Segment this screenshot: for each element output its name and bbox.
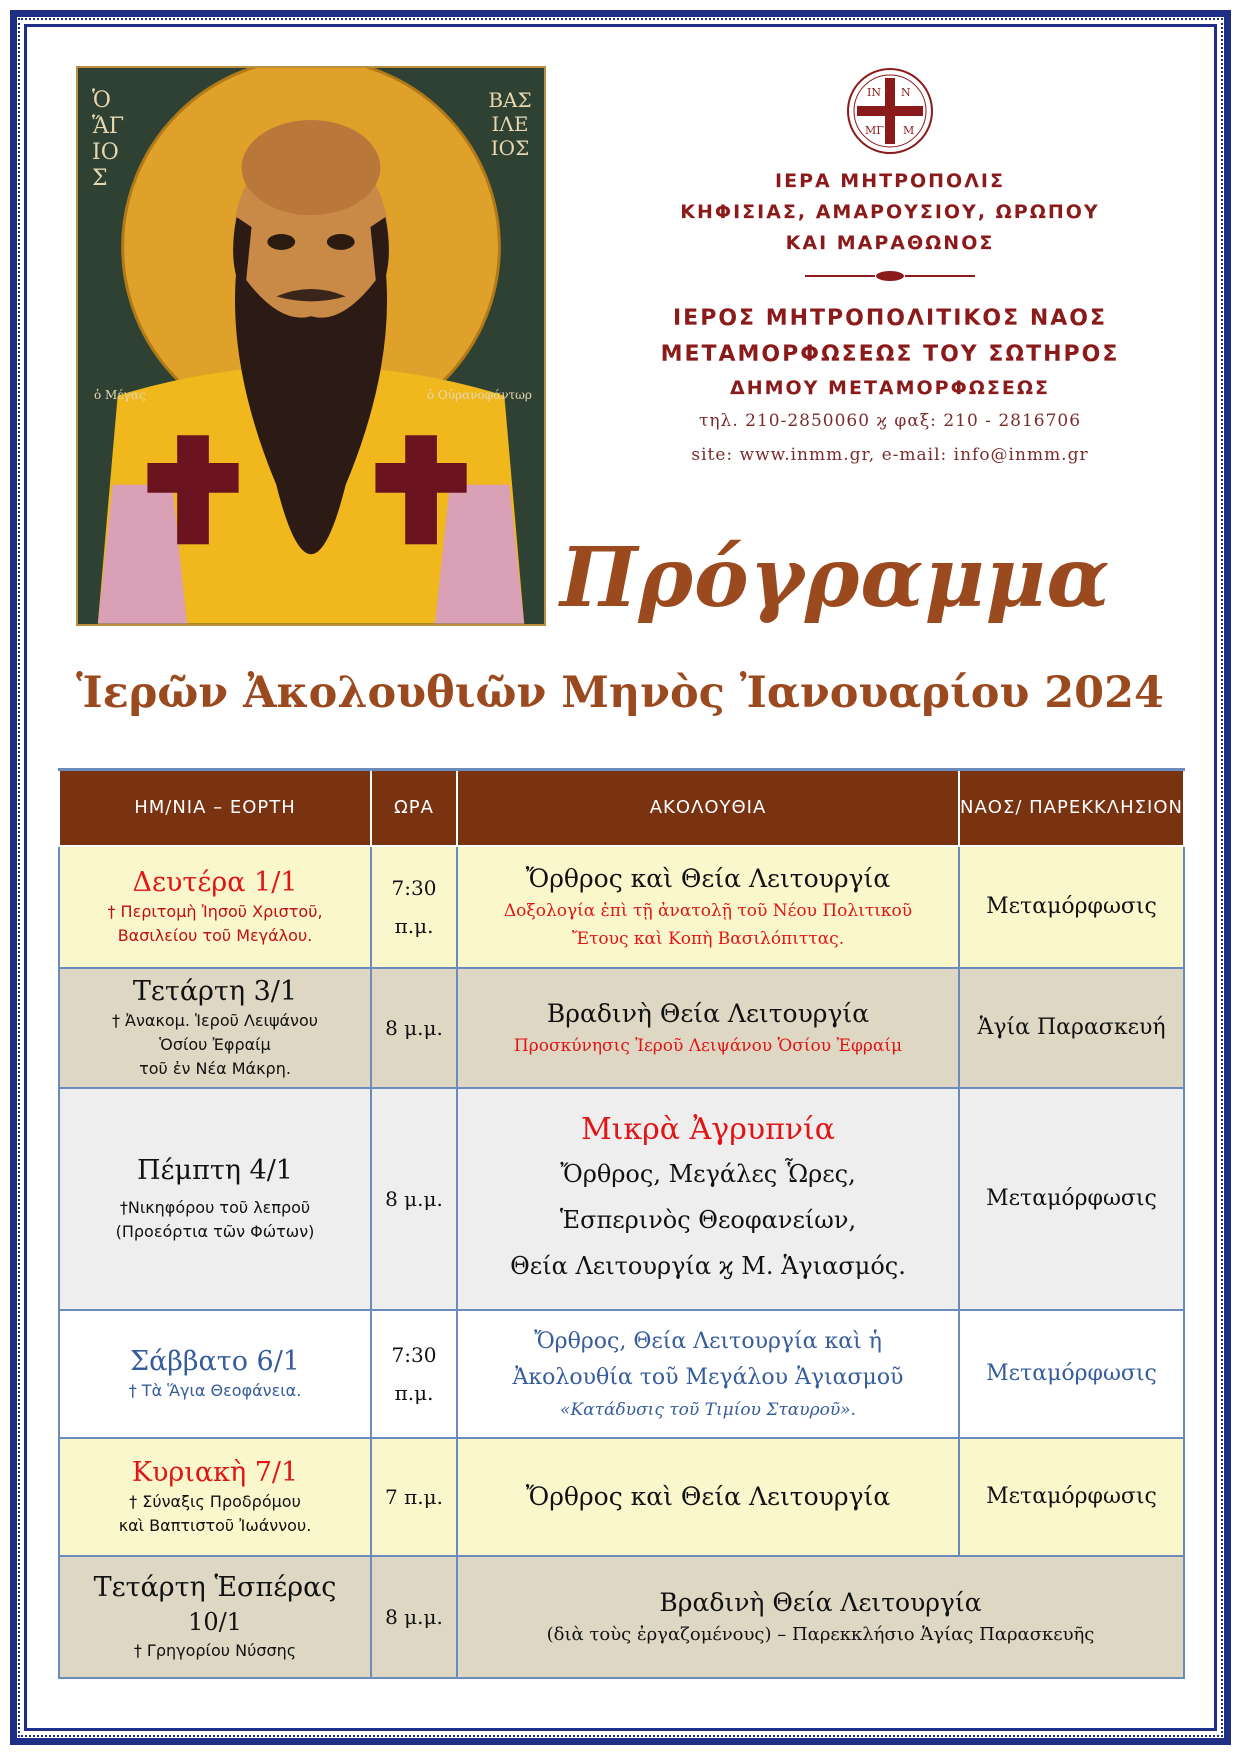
time-value: 8 μ.μ.: [385, 1604, 443, 1629]
service-line: Ὄρθρος, Μεγάλες Ὧρες,: [560, 1159, 856, 1188]
temple-cell: [959, 846, 1184, 968]
feast-line: †Νικηφόρου τοῦ λεπροῦ: [119, 1197, 311, 1217]
temple-name: Μεταμόρφωσις: [986, 1186, 1157, 1211]
service-name: Ὄρθρος καὶ Θεία Λειτουργία: [525, 863, 891, 893]
service-name: Ὄρθρος καὶ Θεία Λειτουργία: [525, 1481, 891, 1511]
church-name-line2: ΜΕΤΑΜΟΡΦΩΣΕΩΣ ΤΟΥ ΣΩΤΗΡΟΣ: [660, 342, 1120, 367]
service-cell: [457, 1438, 959, 1556]
service-note: (διὰ τοὺς ἐργαζομένους) – Παρεκκλήσιο Ἁγίας Παρασκευῆς: [546, 1623, 1095, 1645]
time-cell: [371, 846, 457, 968]
emblem-letters-bl: ΜΓ: [865, 124, 884, 137]
time-cell: [371, 968, 457, 1088]
metropolis-name-line2: ΚΗΦΙΣΙΑΣ, ΑΜΑΡΟΥΣΙΟΥ, ΩΡΩΠΟΥ: [680, 201, 1100, 223]
service-cell: [457, 968, 959, 1088]
service-note: Δοξολογία ἐπὶ τῇ ἀνατολῇ τοῦ Νέου Πολιτικοῦ: [503, 900, 913, 921]
icon-inscription-left: Ὁ ἍΓΙΟΣ: [92, 88, 125, 191]
temple-name: Ἁγία Παρασκευή: [977, 1015, 1166, 1040]
table-row: [59, 1088, 1184, 1310]
day-label: Πέμπτη 4/1: [137, 1154, 293, 1186]
table-header-row: [59, 770, 1184, 846]
emblem-letters-tr: Ν: [901, 86, 911, 99]
service-name: Βραδινὴ Θεία Λειτουργία: [546, 998, 870, 1028]
table-row: [59, 846, 1184, 968]
day-label: Τετάρτη 3/1: [132, 975, 298, 1007]
ornament-divider: [805, 269, 975, 283]
service-name: Μικρὰ Ἀγρυπνία: [580, 1111, 836, 1147]
temple-cell: [959, 1438, 1184, 1556]
service-cell: [457, 1310, 959, 1438]
service-cell: [457, 846, 959, 968]
day-label: Κυριακὴ 7/1: [131, 1456, 299, 1488]
time-value: 7:30: [391, 1342, 437, 1367]
day-label: Τετάρτη Ἑσπέρας: [93, 1571, 337, 1603]
page-subtitle: Ἱερῶν Ἀκολουθιῶν Μηνὸς Ἰανουαρίου 2024: [76, 668, 1164, 718]
service-line: Ἀκολουθία τοῦ Μεγάλου Ἁγιασμοῦ: [512, 1364, 904, 1390]
time-suffix: π.μ.: [394, 1380, 434, 1405]
date-cell: [59, 968, 371, 1088]
contact-phone: τηλ. 210-2850060 ϗ φαξ: 210 - 2816706: [698, 411, 1082, 431]
date-cell: [59, 846, 371, 968]
day-label-date: 10/1: [188, 1607, 242, 1636]
service-line: Θεία Λειτουργία ϗ Μ. Ἁγιασμός.: [510, 1251, 906, 1280]
page-title: Πρόγραμμα: [560, 530, 1111, 626]
header-temple: ΝΑΟΣ/ ΠΑΡΕΚΚΛΗΣΙΟΝ: [959, 770, 1184, 846]
time-suffix: π.μ.: [394, 913, 434, 938]
date-cell: [59, 1556, 371, 1678]
header-service: ΑΚΟΛΟΥΘΙΑ: [457, 770, 959, 846]
service-note: «Κατάδυσις τοῦ Τιμίου Σταυροῦ».: [560, 1399, 856, 1420]
day-label: Σάββατο 6/1: [129, 1345, 300, 1377]
feast-line: καὶ Βαπτιστοῦ Ἰωάννου.: [118, 1515, 312, 1535]
service-note: Προσκύνησις Ἱεροῦ Λειψάνου Ὁσίου Ἐφραίμ: [513, 1035, 903, 1056]
feast-line: † Σύναξις Προδρόμου: [129, 1491, 301, 1511]
temple-cell: [959, 1088, 1184, 1310]
icon-caption-left: ὁ Μέγας: [94, 388, 146, 402]
time-value: 8 μ.μ.: [385, 1015, 443, 1040]
feast-line: † Περιτομὴ Ἰησοῦ Χριστοῦ,: [107, 901, 323, 921]
metropolis-emblem-icon: [845, 66, 935, 156]
feast-line: † Τὰ Ἅγια Θεοφάνεια.: [128, 1380, 302, 1400]
metropolis-name-line3: ΚΑΙ ΜΑΡΑΘΩΝΟΣ: [785, 232, 995, 254]
temple-cell: [959, 1310, 1184, 1438]
time-cell: [371, 1088, 457, 1310]
time-cell: [371, 1310, 457, 1438]
feast-line: τοῦ ἐν Νέα Μάκρη.: [139, 1058, 291, 1078]
metropolis-name-line1: ΙΕΡΑ ΜΗΤΡΟΠΟΛΙΣ: [775, 170, 1005, 192]
icon-inscription-right: ΒΑΣΙΛΕΙΟΣ: [488, 88, 532, 160]
service-cell: [457, 1088, 959, 1310]
date-cell: [59, 1438, 371, 1556]
table-row: [59, 1310, 1184, 1438]
emblem-letters-br: Μ: [903, 124, 915, 137]
icon-caption-right: ὁ Οὐρανοφάντωρ: [426, 388, 532, 402]
table-row: [59, 968, 1184, 1088]
header-time: ΩΡΑ: [371, 770, 457, 846]
service-line: Ὄρθρος, Θεία Λειτουργία καὶ ἡ: [534, 1328, 882, 1354]
date-cell: [59, 1310, 371, 1438]
table-row: [59, 1556, 1184, 1678]
feast-line: Βασιλείου τοῦ Μεγάλου.: [117, 925, 313, 945]
time-value: 7 π.μ.: [385, 1484, 443, 1509]
header-block: [600, 66, 1180, 472]
service-name: Βραδινὴ Θεία Λειτουργία: [659, 1587, 982, 1617]
time-value: 7:30: [391, 875, 437, 900]
service-note: Ἔτους καὶ Κοπὴ Βασιλόπιττας.: [571, 928, 845, 949]
feast-line: (Προεόρτια τῶν Φώτων): [115, 1221, 315, 1241]
icon-painting: [78, 68, 544, 624]
time-cell: [371, 1556, 457, 1678]
temple-name: Μεταμόρφωσις: [986, 1484, 1157, 1509]
temple-cell: [959, 968, 1184, 1088]
emblem-letters-tl: ΙΝ: [867, 86, 881, 99]
temple-name: Μεταμόρφωσις: [986, 1361, 1157, 1386]
service-line: Ἑσπερινὸς Θεοφανείων,: [559, 1205, 857, 1234]
day-label: Δευτέρα 1/1: [132, 866, 298, 898]
feast-line: † Γρηγορίου Νύσσης: [133, 1640, 297, 1660]
temple-name: Μεταμόρφωσις: [986, 894, 1157, 919]
feast-line: Ὁσίου Ἐφραίμ: [159, 1034, 271, 1054]
church-name-line1: ΙΕΡΟΣ ΜΗΤΡΟΠΟΛΙΤΙΚΟΣ ΝΑΟΣ: [673, 306, 1107, 331]
contact-web: site: www.inmm.gr, e-mail: info@inmm.gr: [691, 445, 1089, 465]
church-name-line3: ΔΗΜΟΥ ΜΕΤΑΜΟΡΦΩΣΕΩΣ: [730, 377, 1050, 399]
time-value: 8 μ.μ.: [385, 1186, 443, 1211]
header-date: ΗΜ/ΝΙΑ – ΕΟΡΤΗ: [59, 770, 371, 846]
time-cell: [371, 1438, 457, 1556]
table-row: [59, 1438, 1184, 1556]
service-cell: [457, 1556, 1184, 1678]
saint-basil-icon: [76, 66, 546, 626]
feast-line: † Ἀνακομ. Ἱεροῦ Λειψάνου: [111, 1010, 319, 1030]
schedule-table: [58, 768, 1185, 1679]
date-cell: [59, 1088, 371, 1310]
